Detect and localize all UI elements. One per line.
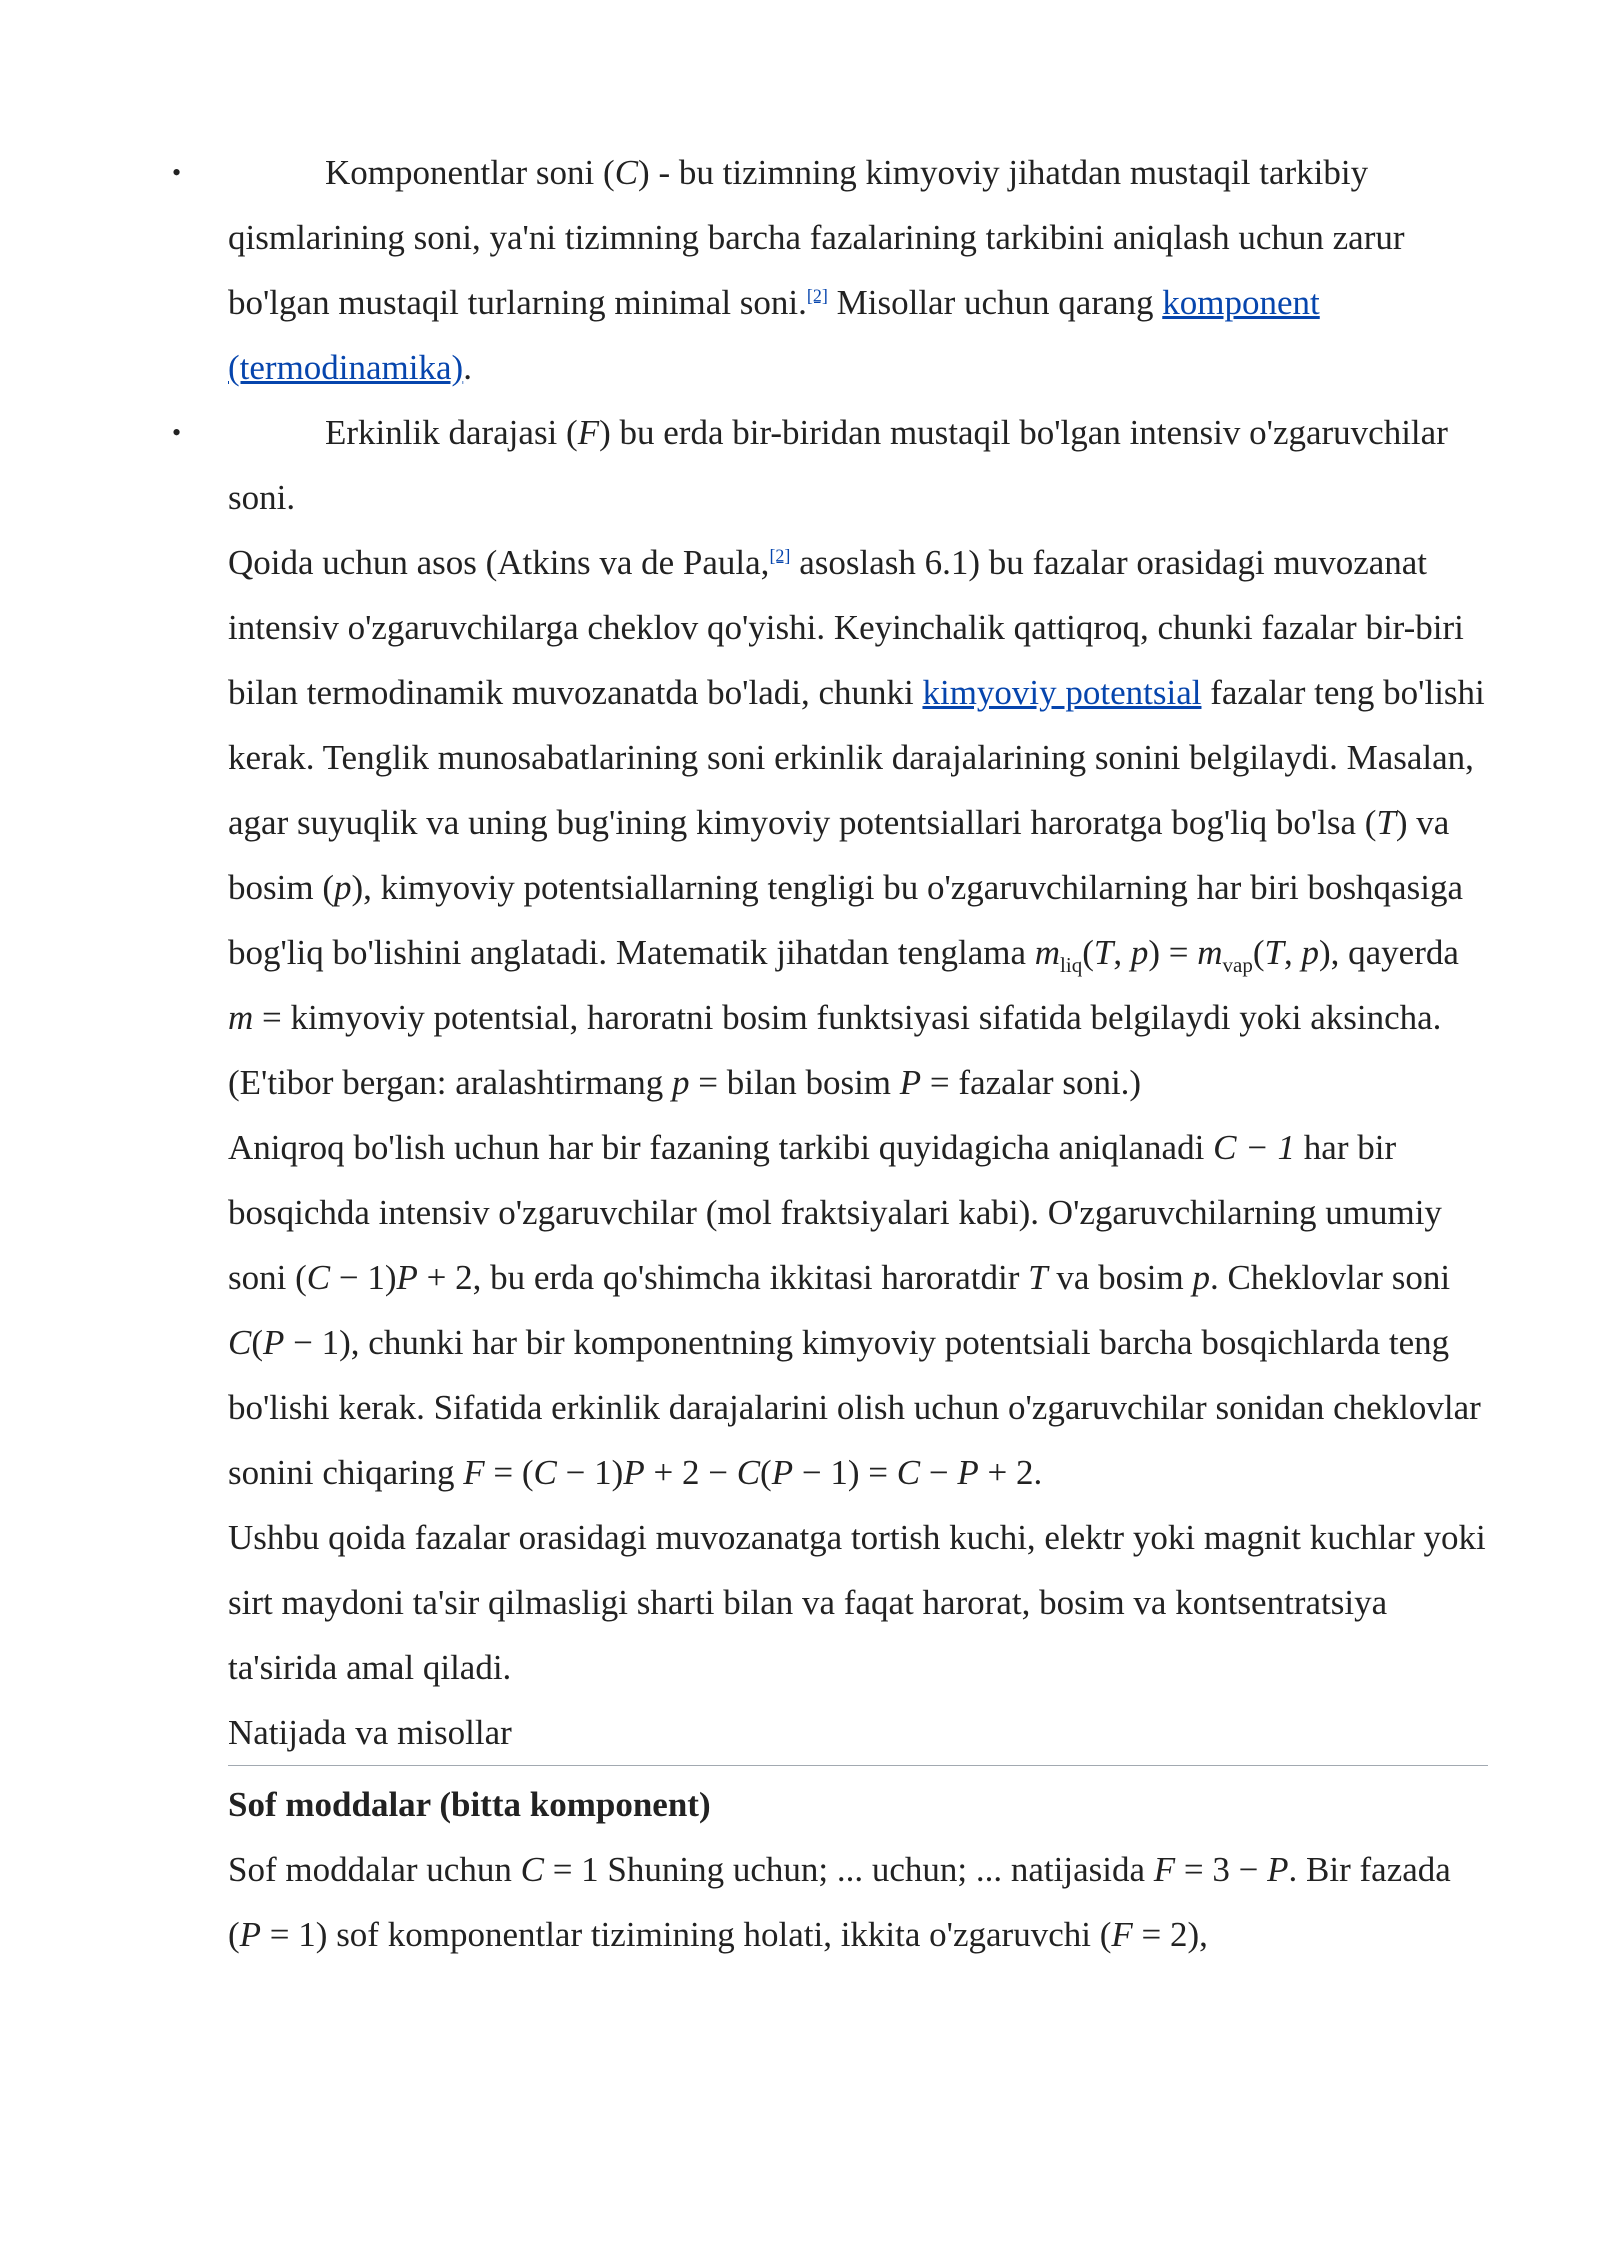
component-thermodynamics-link[interactable]: komponent (termodinamika) (228, 283, 1320, 387)
section-heading: Natijada va misollar (228, 1700, 1488, 1766)
bullet-icon: • (172, 158, 182, 187)
bullet-icon: • (172, 418, 182, 447)
basis-paragraph: Qoida uchun asos (Atkins va de Paula,[2] asoslash 6.1) bu fazalar orasidagi muvozanat intensiv o'zgaruvchilarga cheklov qo'yishi. Keyinchalik qattiqroq, chunki fazalar bir-biri bilan termodinamik muvozanatda bo'ladi, chunki kimyoviy potentsial fazalar teng bo'lishi kerak. Tenglik munosabatlarining soni erkinlik darajalarining sonini belgilaydi. Masalan, agar suyuqlik va uning bug'ining kimyoviy potentsiallari haroratga bog'liq bo'lsa (T) va bosim (p), kimyoviy potentsiallarning tengligi bu o'zgaruvchilarning har biri boshqasiga bog'liq bo'lishini anglatadi. Matematik jihatdan tenglama $m_{liq}(T$, $p) = m_{vap}(T$, p), qayerda m = kimyoviy potentsial, haroratni bosim funktsiyasi sifatida belgilaydi yoki aksincha. (E'tibor bergan: aralashtirmang p = bilan bosim P = fazalar soni.) (228, 543, 1485, 1102)
list-item-components (172, 140, 1488, 400)
conditions-paragraph: Ushbu qoida fazalar orasidagi muvozanatga tortish kuchi, elektr yoki magnit kuchlar yoki sirt maydoni ta'sir qilmasligi sharti bilan va faqat harorat, bosim va kontsentratsiya ta'sirida amal qiladi. (228, 1518, 1486, 1687)
chemical-potential-link[interactable]: kimyoviy potentsial (922, 673, 1202, 712)
pure-substances-paragraph: Sof moddalar uchun C = 1 Shuning uchun; ... uchun; ... natijasida F = 3 − P. Bir fazada (P = 1) sof komponentlar tizimining holati, ikkita o'zgaruvchi (F = 2), (228, 1850, 1451, 1954)
list-item-freedom (172, 400, 1488, 530)
subsection-heading: Sof moddalar (bitta komponent) (228, 1785, 711, 1824)
article-body (172, 140, 1488, 1967)
components-definition: Komponentlar soni (C) - bu tizimning kimyoviy jihatdan mustaqil tarkibiy qismlarining soni, ya'ni tizimning barcha fazalarining tarkibini aniqlash uchun zarur bo'lgan mustaqil turlarning minimal soni.[2] Misollar uchun qarang komponent (termodinamika). (228, 153, 1405, 387)
citation-link[interactable]: [2] (769, 545, 791, 566)
citation-link[interactable]: [2] (806, 285, 828, 306)
freedom-definition: Erkinlik darajasi (F) bu erda bir-biridan mustaqil bo'lgan intensiv o'zgaruvchilar soni. (228, 413, 1448, 517)
precise-paragraph: Aniqroq bo'lish uchun har bir fazaning tarkibi quyidagicha aniqlanadi C − 1 har bir bosqichda intensiv o'zgaruvchilar (mol fraktsiyalari kabi). O'zgaruvchilarning umumiy soni (C − 1)P + 2, bu erda qo'shimcha ikkitasi haroratdir T va bosim p. Cheklovlar soni C(P − 1), chunki har bir komponentning kimyoviy potentsiali barcha bosqichlarda teng bo'lishi kerak. Sifatida erkinlik darajalarini olish uchun o'zgaruvchilar sonidan cheklovlar sonini chiqaring F = (C − 1)P + 2 − C(P − 1) = C − P + 2. (228, 1128, 1481, 1492)
